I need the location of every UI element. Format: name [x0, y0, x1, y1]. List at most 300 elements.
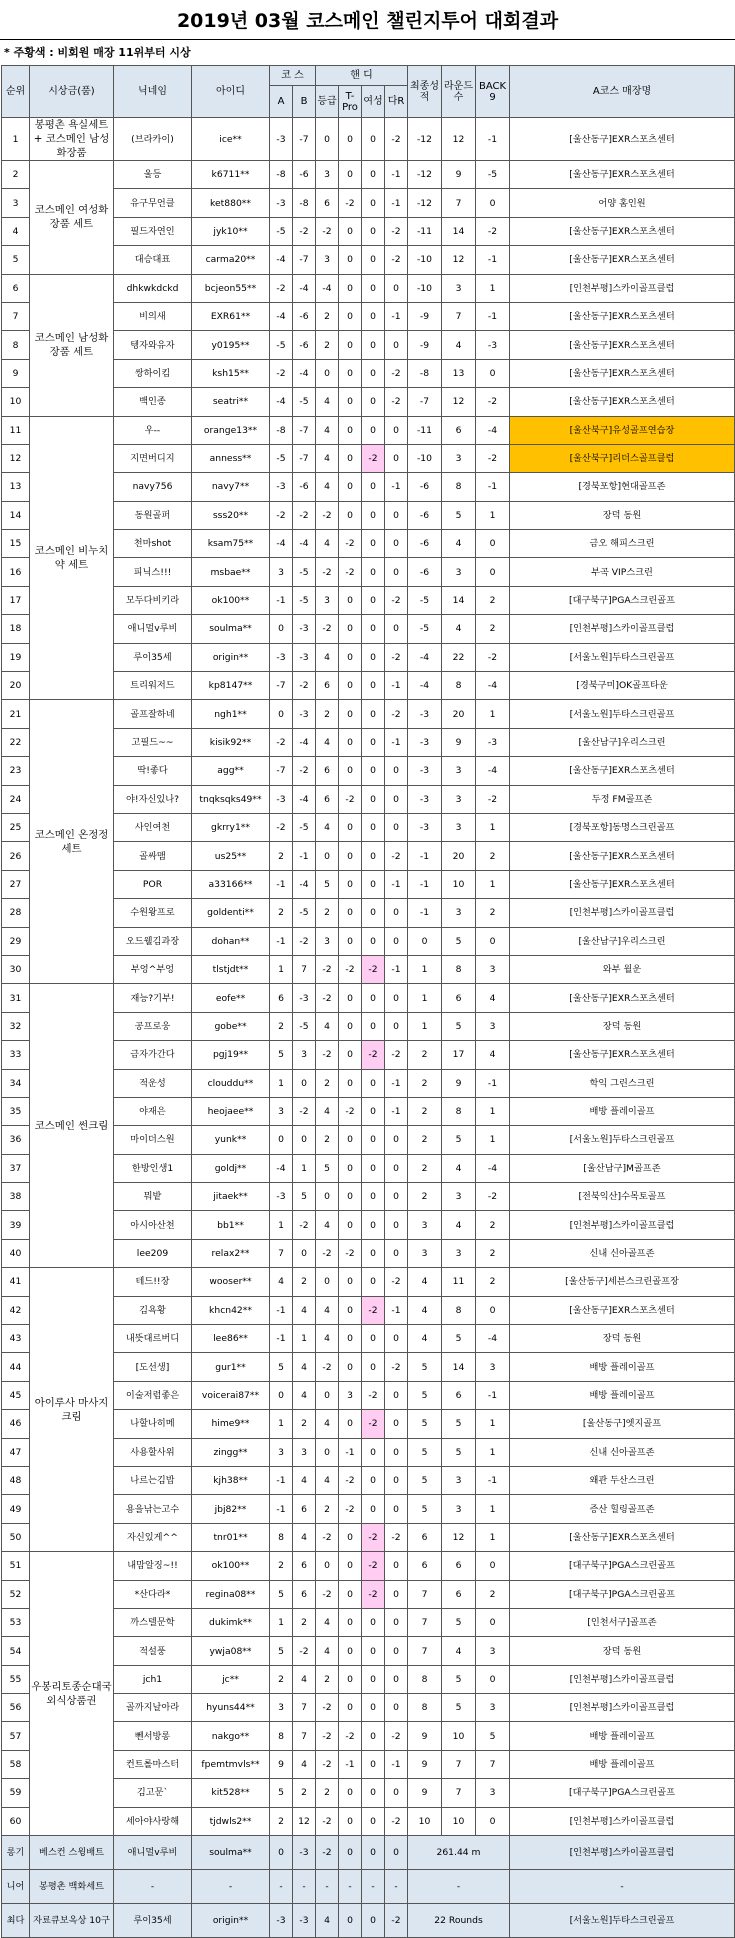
store-cell: 배방 플레이골프 [510, 1097, 735, 1125]
course-b-cell: 7 [293, 1722, 316, 1750]
rank-cell: 40 [2, 1239, 30, 1267]
dr-cell: -2 [385, 586, 408, 614]
award-row [2, 1836, 735, 1870]
final-score-cell: 10 [408, 1807, 442, 1835]
nickname-cell: 용을낚는고수 [114, 1495, 192, 1523]
dr-cell: -1 [385, 1097, 408, 1125]
header-id: 아이디 [192, 66, 270, 118]
female-cell: 0 [362, 1069, 385, 1097]
rounds-cell: 4 [442, 1154, 476, 1182]
tpro-cell: 0 [339, 1211, 362, 1239]
dr-cell: -2 [385, 1807, 408, 1835]
final-score-cell: 2 [408, 1183, 442, 1211]
tpro-cell: 0 [339, 246, 362, 274]
grade-cell: 2 [316, 331, 339, 359]
female-cell: 0 [362, 1750, 385, 1778]
tpro-cell: 0 [339, 757, 362, 785]
tpro-cell: 0 [339, 1325, 362, 1353]
tpro-cell: 0 [339, 501, 362, 529]
dr-cell: -1 [385, 1296, 408, 1324]
course-b-cell: -5 [293, 558, 316, 586]
grade-cell: -2 [316, 615, 339, 643]
rank-cell: 22 [2, 728, 30, 756]
store-cell: 신내 신아골프존 [510, 1239, 735, 1267]
store-cell: 장덕 동원 [510, 1637, 735, 1665]
dr-cell: 0 [385, 1012, 408, 1040]
nickname-cell: 천마shot [114, 530, 192, 558]
course-b-cell: -1 [293, 842, 316, 870]
rank-cell: 4 [2, 217, 30, 245]
id-cell: seatri** [192, 388, 270, 416]
course-b-cell: 12 [293, 1807, 316, 1835]
store-cell: 학익 그린스크린 [510, 1069, 735, 1097]
female-cell: 0 [362, 246, 385, 274]
course-b-cell: 3 [293, 1438, 316, 1466]
course-a-cell: 1 [270, 1410, 293, 1438]
course-a-cell: 6 [270, 984, 293, 1012]
nickname-cell: 트리워저드 [114, 672, 192, 700]
final-score-cell: -12 [408, 118, 442, 161]
course-a-cell: 5 [270, 1779, 293, 1807]
nickname-cell: 모두다비키라 [114, 586, 192, 614]
store-cell: 어양 홈인원 [510, 189, 735, 217]
back9-cell: 1 [476, 1523, 510, 1551]
rank-cell: 26 [2, 842, 30, 870]
id-cell: gobe** [192, 1012, 270, 1040]
course-a-cell: 1 [270, 1608, 293, 1636]
rank-cell: 49 [2, 1495, 30, 1523]
tpro-cell: -2 [339, 1495, 362, 1523]
rounds-cell: 20 [442, 700, 476, 728]
store-cell: [경북구미]OK골프타운 [510, 672, 735, 700]
header-grade: 등급 [316, 86, 339, 118]
id-cell: soulma** [192, 1836, 270, 1870]
nickname-cell: 애니멀v루비 [114, 1836, 192, 1870]
final-score-cell: 3 [408, 1211, 442, 1239]
nickname-cell: 이술저럼좋은 [114, 1381, 192, 1409]
tpro-cell: 0 [339, 1608, 362, 1636]
tpro-cell: 0 [339, 643, 362, 671]
rank-cell: 7 [2, 302, 30, 330]
grade-cell: -2 [316, 955, 339, 983]
dr-cell: -2 [385, 643, 408, 671]
course-b-cell: -7 [293, 444, 316, 472]
award-label: 롱기 [2, 1836, 30, 1870]
final-score-cell: -10 [408, 246, 442, 274]
female-cell: 0 [362, 615, 385, 643]
prize-cell: 코스메인 비누치약 세트 [30, 416, 114, 700]
tpro-cell: 0 [339, 1779, 362, 1807]
female-cell: 0 [362, 501, 385, 529]
final-score-cell: 2 [408, 1126, 442, 1154]
header-final: 최종성적 [408, 66, 442, 118]
nickname-cell: 야!자신있나? [114, 785, 192, 813]
id-cell: tlstjdt** [192, 955, 270, 983]
results-table [1, 65, 735, 1938]
rank-cell: 42 [2, 1296, 30, 1324]
final-score-cell: -4 [408, 643, 442, 671]
grade-cell: 6 [316, 672, 339, 700]
back9-cell: -1 [476, 1069, 510, 1097]
id-cell: ywja08** [192, 1637, 270, 1665]
tpro-cell: 0 [339, 1154, 362, 1182]
tpro-cell: 0 [339, 813, 362, 841]
header-back9: BACK 9 [476, 66, 510, 118]
rounds-cell: 5 [442, 1665, 476, 1693]
back9-cell: 3 [476, 1353, 510, 1381]
female-cell: 0 [362, 899, 385, 927]
back9-cell: 3 [476, 1694, 510, 1722]
rank-cell: 28 [2, 899, 30, 927]
store-cell: [서울노원]두타스크린골프 [510, 700, 735, 728]
id-cell: k6711** [192, 161, 270, 189]
nickname-cell: dhkwkdckd [114, 274, 192, 302]
course-a-cell: 8 [270, 1722, 293, 1750]
back9-cell: 0 [476, 530, 510, 558]
course-b-cell: 4 [293, 1296, 316, 1324]
rounds-cell: 3 [442, 1239, 476, 1267]
id-cell: jitaek** [192, 1183, 270, 1211]
store-cell: [인천부평]스카이골프클럽 [510, 1836, 735, 1870]
tpro-cell: 0 [339, 161, 362, 189]
dr-cell: 0 [385, 785, 408, 813]
back9-cell: -5 [476, 161, 510, 189]
grade-cell: 3 [316, 927, 339, 955]
final-score-cell: -6 [408, 501, 442, 529]
rank-cell: 38 [2, 1183, 30, 1211]
rounds-cell: 8 [442, 1097, 476, 1125]
back9-cell: -2 [476, 217, 510, 245]
course-b-cell: 7 [293, 955, 316, 983]
female-cell: 0 [362, 388, 385, 416]
store-cell: [서울노원]두타스크린골프 [510, 1126, 735, 1154]
rank-cell: 16 [2, 558, 30, 586]
nickname-cell: 오드웰김과장 [114, 927, 192, 955]
rank-cell: 2 [2, 161, 30, 189]
id-cell: ok100** [192, 1552, 270, 1580]
rounds-cell: 5 [442, 1694, 476, 1722]
nickname-cell: 나르는김밥 [114, 1466, 192, 1494]
dr-cell: -1 [385, 1750, 408, 1778]
rank-cell: 27 [2, 870, 30, 898]
nickname-cell: 내뜻대르버디 [114, 1325, 192, 1353]
nickname-cell: 필드자연인 [114, 217, 192, 245]
female-cell: 0 [362, 416, 385, 444]
female-cell: - [362, 1870, 385, 1904]
dr-cell: 0 [385, 1239, 408, 1267]
nickname-cell: 야재은 [114, 1097, 192, 1125]
final-score-cell: -11 [408, 217, 442, 245]
header-dr: 다R [385, 86, 408, 118]
female-cell: -2 [362, 444, 385, 472]
female-cell: 0 [362, 217, 385, 245]
header-rounds: 라운드 수 [442, 66, 476, 118]
tpro-cell: 0 [339, 473, 362, 501]
rank-cell: 30 [2, 955, 30, 983]
final-score-cell: -10 [408, 274, 442, 302]
back9-cell: 4 [476, 1041, 510, 1069]
award-prize: 자료큐보옥상 10구 [30, 1904, 114, 1938]
female-cell: 0 [362, 672, 385, 700]
dr-cell: -2 [385, 359, 408, 387]
store-cell: 배방 플레이골프 [510, 1353, 735, 1381]
course-b-cell: -4 [293, 530, 316, 558]
back9-cell: -1 [476, 473, 510, 501]
header-course-b: B [293, 86, 316, 118]
table-row [2, 416, 735, 444]
store-cell: [울산북구]유성골프연습장 [510, 416, 735, 444]
rounds-cell: 3 [442, 274, 476, 302]
id-cell: dohan** [192, 927, 270, 955]
rounds-cell: 7 [442, 1779, 476, 1807]
tpro-cell: 0 [339, 1694, 362, 1722]
dr-cell: -2 [385, 217, 408, 245]
back9-cell: 7 [476, 1750, 510, 1778]
female-cell: 0 [362, 1466, 385, 1494]
grade-cell: 2 [316, 1779, 339, 1807]
id-cell: voicerai87** [192, 1381, 270, 1409]
female-cell: 0 [362, 189, 385, 217]
id-cell: carma20** [192, 246, 270, 274]
back9-cell: 1 [476, 1495, 510, 1523]
header-course: 코 스 [270, 66, 316, 86]
course-b-cell: 2 [293, 1779, 316, 1807]
prize-cell: 코스메인 여성화장품 세트 [30, 161, 114, 275]
grade-cell: 4 [316, 1325, 339, 1353]
rounds-cell: 7 [442, 302, 476, 330]
course-a-cell: -2 [270, 274, 293, 302]
grade-cell: 4 [316, 813, 339, 841]
nickname-cell: [도선생] [114, 1353, 192, 1381]
rank-cell: 17 [2, 586, 30, 614]
id-cell: fpemtmvls** [192, 1750, 270, 1778]
rounds-cell: 5 [442, 1410, 476, 1438]
female-cell: -2 [362, 1523, 385, 1551]
dr-cell: -2 [385, 1041, 408, 1069]
female-cell: 0 [362, 700, 385, 728]
course-a-cell: -2 [270, 728, 293, 756]
final-score-cell: 9 [408, 1779, 442, 1807]
back9-cell: -4 [476, 1325, 510, 1353]
grade-cell: -2 [316, 558, 339, 586]
store-cell: [울산남구]우리스크린 [510, 927, 735, 955]
store-cell: [경북포항]동명스크린골프 [510, 813, 735, 841]
grade-cell: 2 [316, 1126, 339, 1154]
rank-cell: 57 [2, 1722, 30, 1750]
rank-cell: 36 [2, 1126, 30, 1154]
grade-cell: 4 [316, 416, 339, 444]
tpro-cell: 0 [339, 1296, 362, 1324]
course-b-cell: - [293, 1870, 316, 1904]
rounds-cell: 12 [442, 118, 476, 161]
dr-cell: 0 [385, 927, 408, 955]
back9-cell: 2 [476, 899, 510, 927]
id-cell: anness** [192, 444, 270, 472]
course-b-cell: 4 [293, 1381, 316, 1409]
id-cell: pgj19** [192, 1041, 270, 1069]
nickname-cell: 나할나히메 [114, 1410, 192, 1438]
rank-cell: 10 [2, 388, 30, 416]
store-cell: [인천부평]스카이골프클럽 [510, 615, 735, 643]
grade-cell: 4 [316, 643, 339, 671]
back9-cell: -4 [476, 1154, 510, 1182]
course-b-cell: -5 [293, 899, 316, 927]
nickname-cell: (브라카이) [114, 118, 192, 161]
store-cell: [울산남구]우리스크린 [510, 728, 735, 756]
rounds-cell: 10 [442, 870, 476, 898]
course-b-cell: -4 [293, 870, 316, 898]
grade-cell: 4 [316, 1296, 339, 1324]
back9-cell: -1 [476, 1466, 510, 1494]
course-a-cell: -7 [270, 672, 293, 700]
rank-cell: 44 [2, 1353, 30, 1381]
back9-cell: 5 [476, 1722, 510, 1750]
grade-cell: 0 [316, 1381, 339, 1409]
rank-cell: 34 [2, 1069, 30, 1097]
final-score-cell: 5 [408, 1495, 442, 1523]
id-cell: wooser** [192, 1268, 270, 1296]
prize-cell: 코스메인 온정정 세트 [30, 700, 114, 984]
rank-cell: 5 [2, 246, 30, 274]
final-score-cell: 4 [408, 1296, 442, 1324]
dr-cell: 0 [385, 416, 408, 444]
table-row [2, 161, 735, 189]
dr-cell: 0 [385, 1694, 408, 1722]
award-label: 니어 [2, 1870, 30, 1904]
back9-cell: -2 [476, 1183, 510, 1211]
nickname-cell: 아시아산천 [114, 1211, 192, 1239]
back9-cell: 0 [476, 927, 510, 955]
rounds-cell: 10 [442, 1807, 476, 1835]
store-cell: 장덕 동원 [510, 1325, 735, 1353]
female-cell: 0 [362, 1807, 385, 1835]
female-cell: 0 [362, 1495, 385, 1523]
id-cell: zingg** [192, 1438, 270, 1466]
back9-cell: -4 [476, 672, 510, 700]
grade-cell: 0 [316, 118, 339, 161]
rounds-cell: 3 [442, 899, 476, 927]
final-score-cell: 5 [408, 1466, 442, 1494]
rank-cell: 35 [2, 1097, 30, 1125]
course-a-cell: 5 [270, 1637, 293, 1665]
store-cell: [울산동구]엣지골프 [510, 1410, 735, 1438]
dr-cell: -2 [385, 700, 408, 728]
id-cell: tjdwls2** [192, 1807, 270, 1835]
nickname-cell: 백인종 [114, 388, 192, 416]
final-score-cell: -4 [408, 672, 442, 700]
id-cell: kit528** [192, 1779, 270, 1807]
nickname-cell: 골프잘하네 [114, 700, 192, 728]
back9-cell: 1 [476, 700, 510, 728]
rank-cell: 48 [2, 1466, 30, 1494]
dr-cell: -2 [385, 842, 408, 870]
prize-cell: 우봉리토종순대국 외식상품권 [30, 1552, 114, 1836]
back9-cell: 2 [476, 615, 510, 643]
rounds-cell: 5 [442, 1325, 476, 1353]
dr-cell: 0 [385, 444, 408, 472]
store-cell: [울산동구]EXR스포츠센터 [510, 331, 735, 359]
final-score-cell: -1 [408, 842, 442, 870]
course-b-cell: 5 [293, 1183, 316, 1211]
id-cell: origin** [192, 1904, 270, 1938]
rank-cell: 60 [2, 1807, 30, 1835]
course-b-cell: -4 [293, 785, 316, 813]
final-score-cell: 7 [408, 1580, 442, 1608]
nickname-cell: 적운성 [114, 1069, 192, 1097]
tpro-cell: 0 [339, 302, 362, 330]
course-b-cell: -3 [293, 1904, 316, 1938]
dr-cell: 0 [385, 530, 408, 558]
store-cell: [울산동구]EXR스포츠센터 [510, 842, 735, 870]
dr-cell: - [385, 1870, 408, 1904]
final-score-cell: 9 [408, 1722, 442, 1750]
dr-cell: 0 [385, 813, 408, 841]
rounds-cell: 5 [442, 1012, 476, 1040]
back9-cell: 2 [476, 1268, 510, 1296]
rank-cell: 52 [2, 1580, 30, 1608]
final-score-cell: -3 [408, 785, 442, 813]
rounds-cell: 6 [442, 984, 476, 1012]
back9-cell: -2 [476, 785, 510, 813]
dr-cell: 0 [385, 1410, 408, 1438]
female-cell: 0 [362, 643, 385, 671]
nickname-cell: 재능?기부! [114, 984, 192, 1012]
back9-cell: 0 [476, 1608, 510, 1636]
back9-cell: 1 [476, 1410, 510, 1438]
rounds-cell: 20 [442, 842, 476, 870]
course-b-cell: 0 [293, 1069, 316, 1097]
nickname-cell: 한방인생1 [114, 1154, 192, 1182]
grade-cell: 4 [316, 1410, 339, 1438]
store-cell: [대구북구]PGA스크린골프 [510, 1552, 735, 1580]
store-cell: 증산 힐링골프존 [510, 1495, 735, 1523]
grade-cell: - [316, 1870, 339, 1904]
rounds-cell: 9 [442, 161, 476, 189]
id-cell: bb1** [192, 1211, 270, 1239]
dr-cell: 0 [385, 1552, 408, 1580]
nickname-cell: 딱!좋다 [114, 757, 192, 785]
female-cell: 0 [362, 1438, 385, 1466]
grade-cell: 4 [316, 1466, 339, 1494]
prize-cell: 코스메인 남성화장품 세트 [30, 274, 114, 416]
dr-cell: 0 [385, 1211, 408, 1239]
id-cell: hyuns44** [192, 1694, 270, 1722]
id-cell: kp8147** [192, 672, 270, 700]
nickname-cell: 세아야사랑해 [114, 1807, 192, 1835]
final-score-cell: -9 [408, 331, 442, 359]
store-cell: [대구북구]PGA스크린골프 [510, 1580, 735, 1608]
dr-cell: -2 [385, 1904, 408, 1938]
back9-cell: 2 [476, 1211, 510, 1239]
course-b-cell: 1 [293, 1325, 316, 1353]
nickname-cell: 수원왕프로 [114, 899, 192, 927]
tpro-cell: 0 [339, 615, 362, 643]
rank-cell: 23 [2, 757, 30, 785]
id-cell: goldj** [192, 1154, 270, 1182]
tpro-cell: -2 [339, 785, 362, 813]
course-b-cell: -7 [293, 246, 316, 274]
id-cell: lee86** [192, 1325, 270, 1353]
dr-cell: 0 [385, 1325, 408, 1353]
dr-cell: -1 [385, 1069, 408, 1097]
course-a-cell: -1 [270, 1495, 293, 1523]
table-row [2, 700, 735, 728]
course-b-cell: 0 [293, 1239, 316, 1267]
nickname-cell: 김욕황 [114, 1296, 192, 1324]
course-b-cell: -5 [293, 586, 316, 614]
dr-cell: 0 [385, 1126, 408, 1154]
course-a-cell: 1 [270, 955, 293, 983]
